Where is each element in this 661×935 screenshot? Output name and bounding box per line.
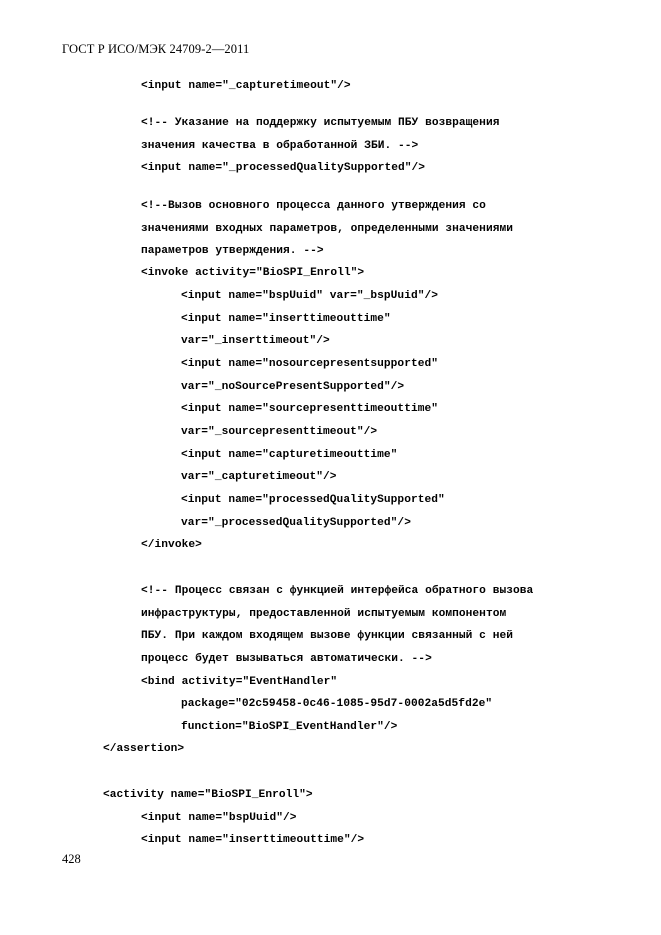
document-header: ГОСТ Р ИСО/МЭК 24709-2—2011 bbox=[62, 42, 250, 56]
code-line: var="_inserttimeout"/> bbox=[181, 335, 330, 347]
code-line: <input name="_capturetimeout"/> bbox=[141, 80, 351, 92]
code-line: var="_processedQualitySupported"/> bbox=[181, 517, 411, 529]
code-line: <bind activity="EventHandler" bbox=[141, 676, 338, 688]
code-line: <input name="sourcepresenttimeouttime" bbox=[181, 403, 439, 415]
code-line: <input name="bspUuid" var="_bspUuid"/> bbox=[181, 290, 439, 302]
code-line: значения качества в обработанной ЗБИ. --> bbox=[141, 140, 419, 152]
code-line: процесс будет вызываться автоматически. --> bbox=[141, 653, 432, 665]
code-line: </assertion> bbox=[103, 743, 185, 755]
code-line: параметров утверждения. --> bbox=[141, 245, 324, 257]
code-line: var="_capturetimeout"/> bbox=[181, 471, 337, 483]
code-line: ПБУ. При каждом входящем вызове функции связанный с ней bbox=[141, 630, 513, 642]
code-line: <activity name="BioSPI_Enroll"> bbox=[103, 789, 313, 801]
code-line: <input name="bspUuid"/> bbox=[141, 812, 297, 824]
code-line: var="_sourcepresenttimeout"/> bbox=[181, 426, 378, 438]
code-line: <input name="processedQualitySupported" bbox=[181, 494, 445, 506]
code-line: package="02c59458-0c46-1085-95d7-0002a5d5fd2e" bbox=[181, 698, 493, 710]
code-line: <input name="nosourcepresentsupported" bbox=[181, 358, 439, 370]
code-line: значениями входных параметров, определенными значениями bbox=[141, 223, 513, 235]
code-line: <input name="_processedQualitySupported"/> bbox=[141, 162, 426, 174]
code-line: <input name="inserttimeouttime"/> bbox=[141, 834, 365, 846]
code-line: <!-- Процесс связан с функцией интерфейса обратного вызова bbox=[141, 585, 534, 597]
code-line: var="_noSourcePresentSupported"/> bbox=[181, 381, 405, 393]
code-line: инфраструктуры, предоставленной испытуемым компонентом bbox=[141, 608, 507, 620]
code-line: <!-- Указание на поддержку испытуемым ПБУ возвращения bbox=[141, 117, 500, 129]
code-line: <input name="capturetimeouttime" bbox=[181, 449, 398, 461]
code-line: </invoke> bbox=[141, 539, 202, 551]
code-line: function="BioSPI_EventHandler"/> bbox=[181, 721, 398, 733]
code-line: <invoke activity="BioSPI_Enroll"> bbox=[141, 267, 365, 279]
code-line: <!--Вызов основного процесса данного утверждения со bbox=[141, 200, 486, 212]
code-line: <input name="inserttimeouttime" bbox=[181, 313, 391, 325]
page-number: 428 bbox=[62, 852, 81, 866]
